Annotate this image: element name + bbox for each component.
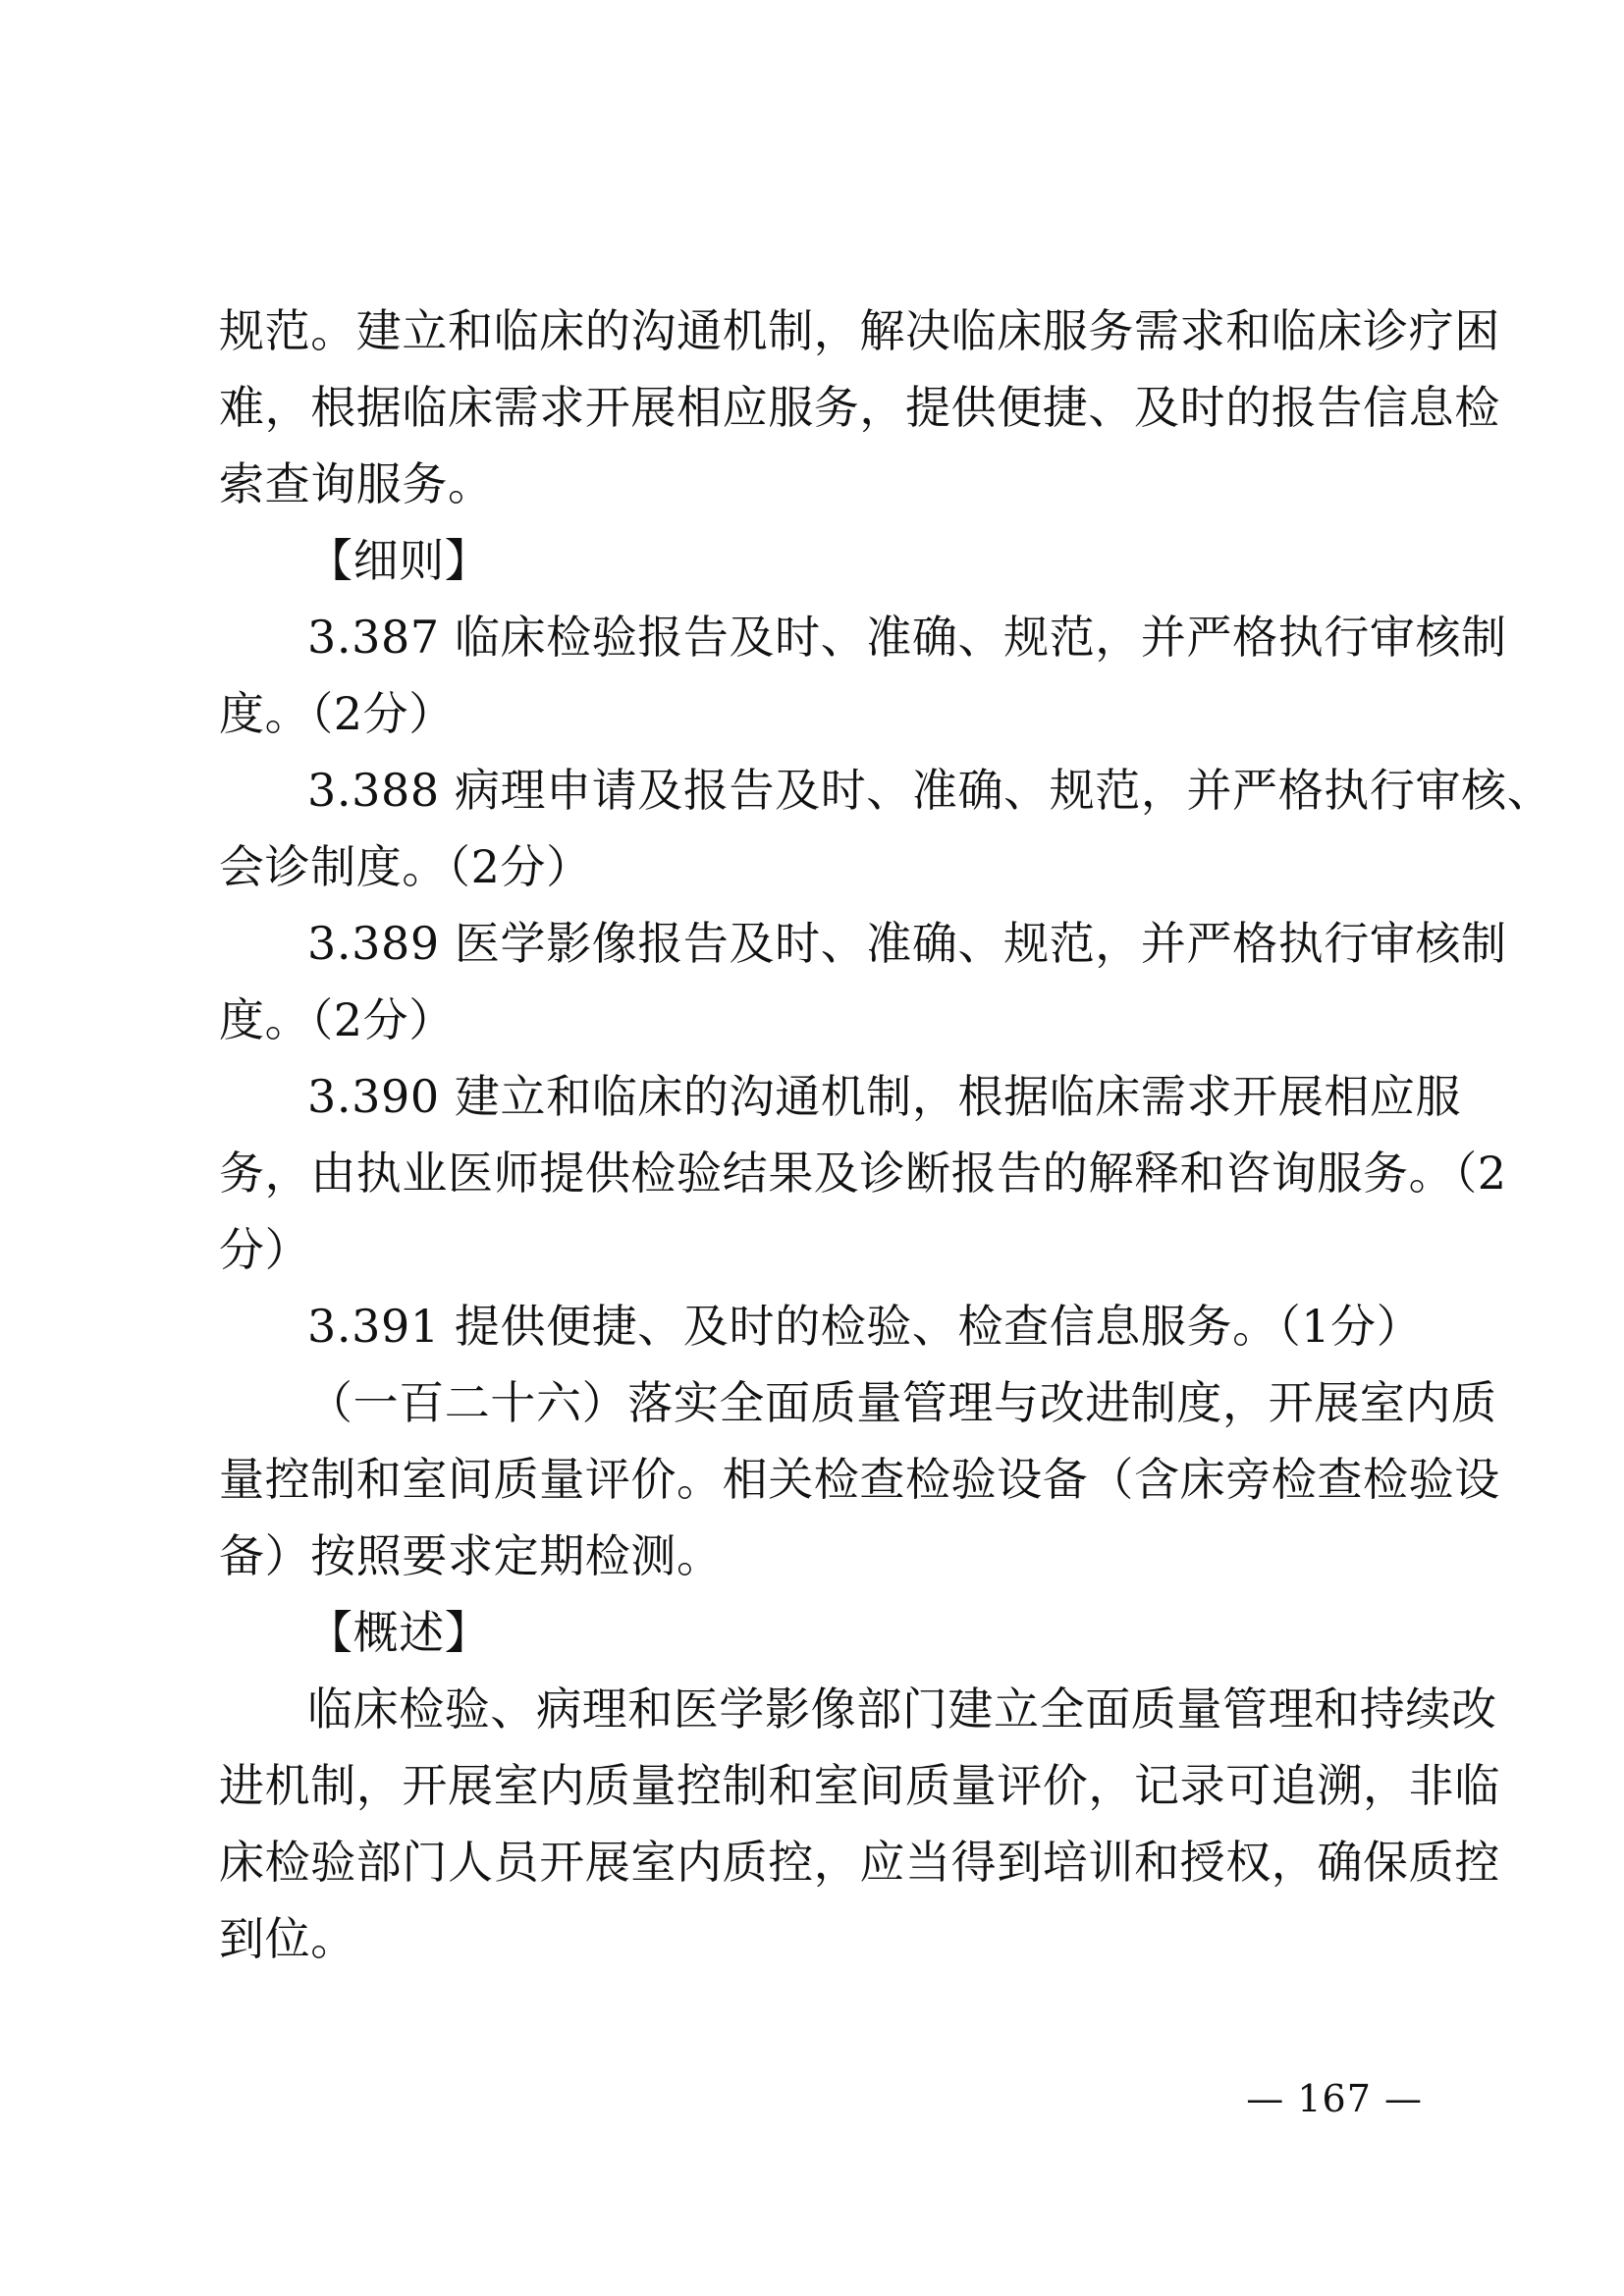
text-line: 到位。	[219, 1912, 356, 1965]
text-line: 床检验部门人员开展室内质控，应当得到培训和授权，确保质控	[219, 1836, 1500, 1889]
text-line: 规范。建立和临床的沟通机制，解决临床服务需求和临床诊疗困	[219, 304, 1500, 357]
section-heading-detail: 【细则】	[307, 534, 491, 587]
rule-3-391: 3.391 提供便捷、及时的检验、检查信息服务。（1分）	[307, 1300, 1423, 1353]
rule-3-387: 3.387 临床检验报告及时、准确、规范，并严格执行审核制	[307, 611, 1507, 664]
text-line: 索查询服务。	[219, 457, 494, 510]
rule-3-390: 3.390 建立和临床的沟通机制，根据临床需求开展相应服	[307, 1070, 1462, 1123]
text-line: 度。（2分）	[219, 993, 455, 1046]
text-line: 度。（2分）	[219, 687, 455, 740]
document-body	[219, 293, 1553, 1977]
text-line: 难，根据临床需求开展相应服务，提供便捷、及时的报告信息检	[219, 381, 1500, 434]
rule-3-389: 3.389 医学影像报告及时、准确、规范，并严格执行审核制	[307, 917, 1507, 970]
text-line: 务，由执业医师提供检验结果及诊断报告的解释和咨询服务。（2	[219, 1147, 1507, 1200]
text-line: 会诊制度。（2分）	[219, 840, 592, 893]
page-number: — 167 —	[1246, 2077, 1423, 2120]
rule-3-388: 3.388 病理申请及报告及时、准确、规范，并严格执行审核、	[307, 764, 1553, 817]
overview-text: 临床检验、病理和医学影像部门建立全面质量管理和持续改	[307, 1682, 1497, 1735]
section-heading-overview: 【概述】	[307, 1606, 491, 1659]
text-line: 分）	[219, 1223, 311, 1276]
text-line: 备）按照要求定期检测。	[219, 1529, 723, 1582]
text-line: 量控制和室间质量评价。相关检查检验设备（含床旁检查检验设	[219, 1453, 1500, 1506]
text-line: 进机制，开展室内质量控制和室间质量评价，记录可追溯，非临	[219, 1759, 1500, 1812]
section-126: （一百二十六）落实全面质量管理与改进制度，开展室内质	[307, 1376, 1497, 1429]
